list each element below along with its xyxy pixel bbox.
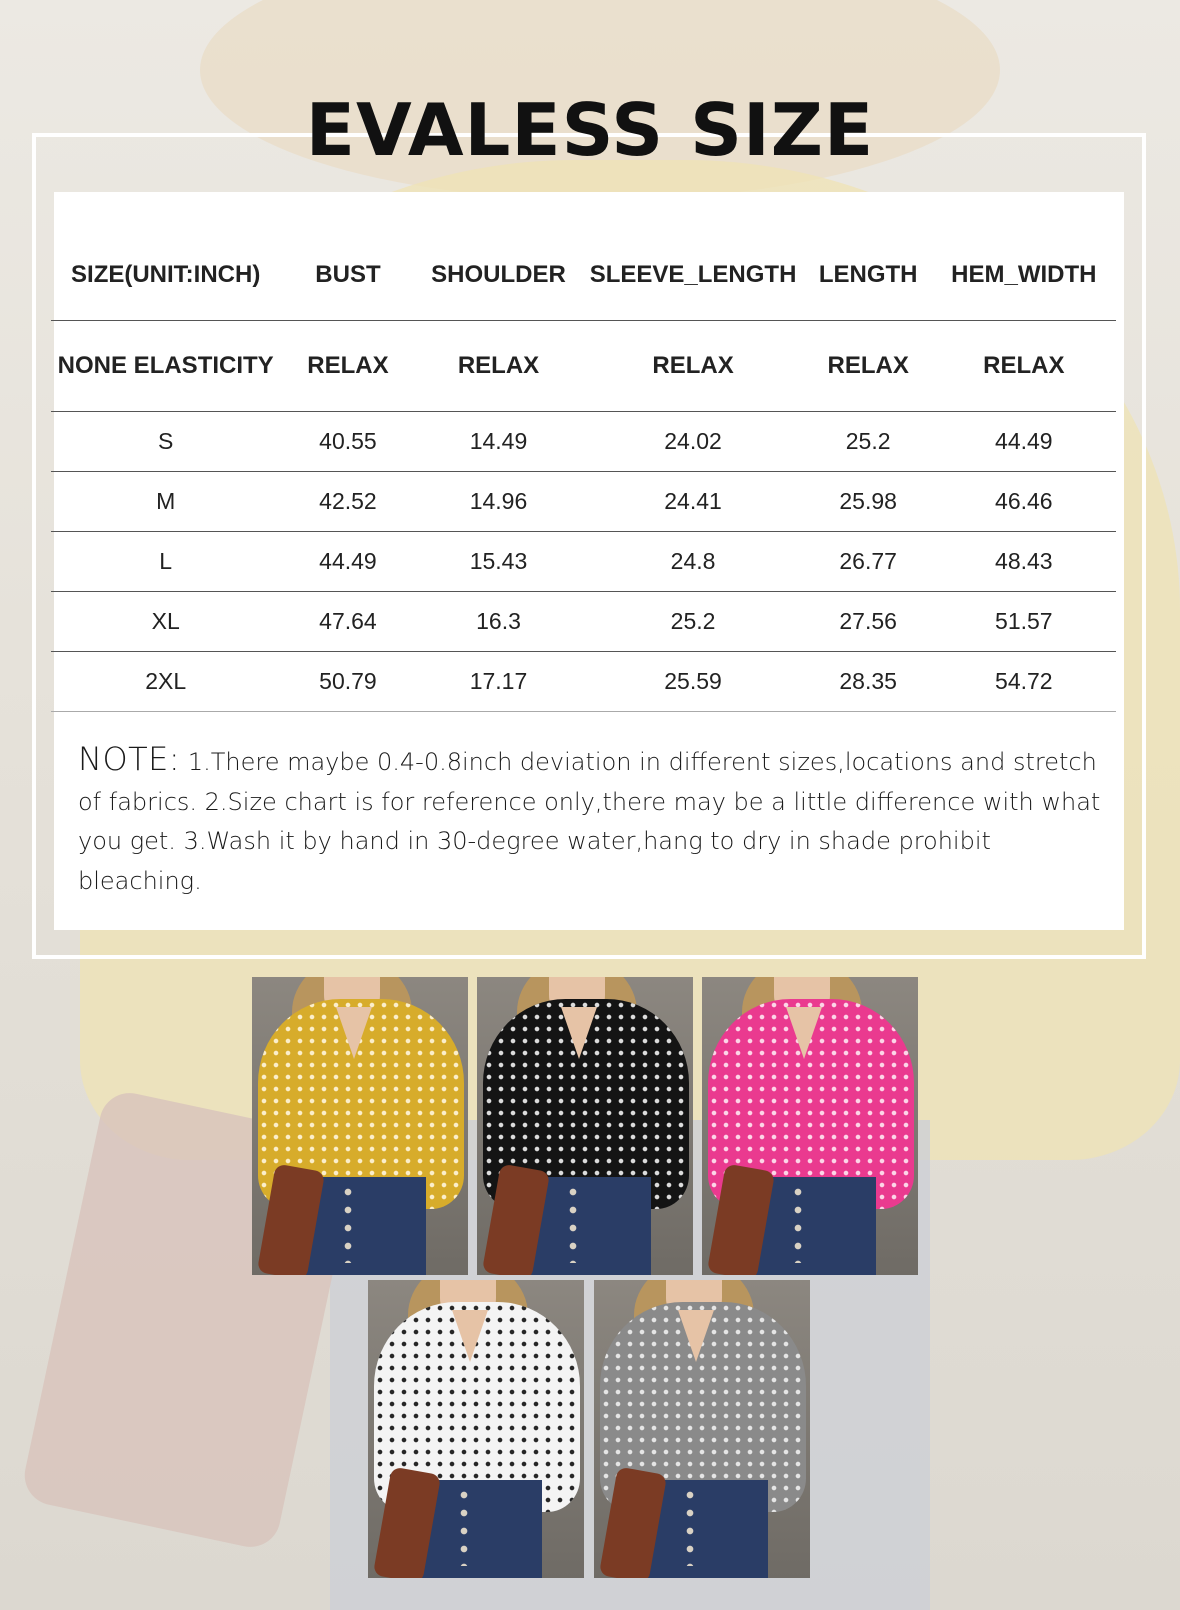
subheader-cell: RELAX (581, 321, 804, 412)
bust-cell: 42.52 (280, 472, 415, 532)
hem-width-cell: 44.49 (932, 412, 1116, 472)
subheader-cell: NONE ELASTICITY (51, 321, 280, 412)
table-header-row (51, 230, 1116, 321)
header-length: LENGTH (805, 230, 932, 321)
table-row (51, 592, 1116, 652)
subheader-cell: RELAX (416, 321, 582, 412)
size-cell: M (51, 472, 280, 532)
bust-cell: 50.79 (280, 652, 415, 712)
bust-cell: 47.64 (280, 592, 415, 652)
size-cell: S (51, 412, 280, 472)
subheader-cell: RELAX (280, 321, 415, 412)
length-cell: 25.98 (805, 472, 932, 532)
size-cell: L (51, 532, 280, 592)
header-hem-width: HEM_WIDTH (932, 230, 1116, 321)
product-photo-white[interactable] (368, 1280, 584, 1578)
table-row (51, 472, 1116, 532)
sleeve-length-cell: 24.02 (581, 412, 804, 472)
length-cell: 26.77 (805, 532, 932, 592)
hem-width-cell: 54.72 (932, 652, 1116, 712)
length-cell: 25.2 (805, 412, 932, 472)
sleeve-length-cell: 24.8 (581, 532, 804, 592)
header-sleeve-length: SLEEVE_LENGTH (581, 230, 804, 321)
header-bust: BUST (280, 230, 415, 321)
hem-width-cell: 48.43 (932, 532, 1116, 592)
hem-width-cell: 51.57 (932, 592, 1116, 652)
header-size: SIZE(UNIT:INCH) (51, 230, 280, 321)
care-note (78, 740, 1118, 901)
product-photo-black[interactable] (477, 977, 693, 1275)
subheader-cell: RELAX (932, 321, 1116, 412)
size-cell: XL (51, 592, 280, 652)
product-photo-yellow[interactable] (252, 977, 468, 1275)
table-row (51, 652, 1116, 712)
size-cell: 2XL (51, 652, 280, 712)
table-row (51, 412, 1116, 472)
product-photo-gray[interactable] (594, 1280, 810, 1578)
sleeve-length-cell: 24.41 (581, 472, 804, 532)
shoulder-cell: 15.43 (416, 532, 582, 592)
bust-cell: 44.49 (280, 532, 415, 592)
header-shoulder: SHOULDER (416, 230, 582, 321)
shoulder-cell: 16.3 (416, 592, 582, 652)
hem-width-cell: 46.46 (932, 472, 1116, 532)
note-text: 1.There maybe 0.4-0.8inch deviation in different sizes,locations and stretch of fabrics. 2.Size chart is for reference only,there may be a little difference with what you get. 3.Wash it by hand in 30-degree water,hang to dry in shade prohibit bleaching. (78, 748, 1101, 895)
length-cell: 27.56 (805, 592, 932, 652)
note-label: NOTE: (78, 740, 181, 778)
size-table (51, 230, 1116, 712)
shoulder-cell: 17.17 (416, 652, 582, 712)
bust-cell: 40.55 (280, 412, 415, 472)
product-photo-pink[interactable] (702, 977, 918, 1275)
shoulder-cell: 14.49 (416, 412, 582, 472)
page-title: EVALESS SIZE (305, 88, 875, 172)
shoulder-cell: 14.96 (416, 472, 582, 532)
sleeve-length-cell: 25.2 (581, 592, 804, 652)
table-row (51, 532, 1116, 592)
length-cell: 28.35 (805, 652, 932, 712)
sleeve-length-cell: 25.59 (581, 652, 804, 712)
table-subheader-row (51, 321, 1116, 412)
subheader-cell: RELAX (805, 321, 932, 412)
